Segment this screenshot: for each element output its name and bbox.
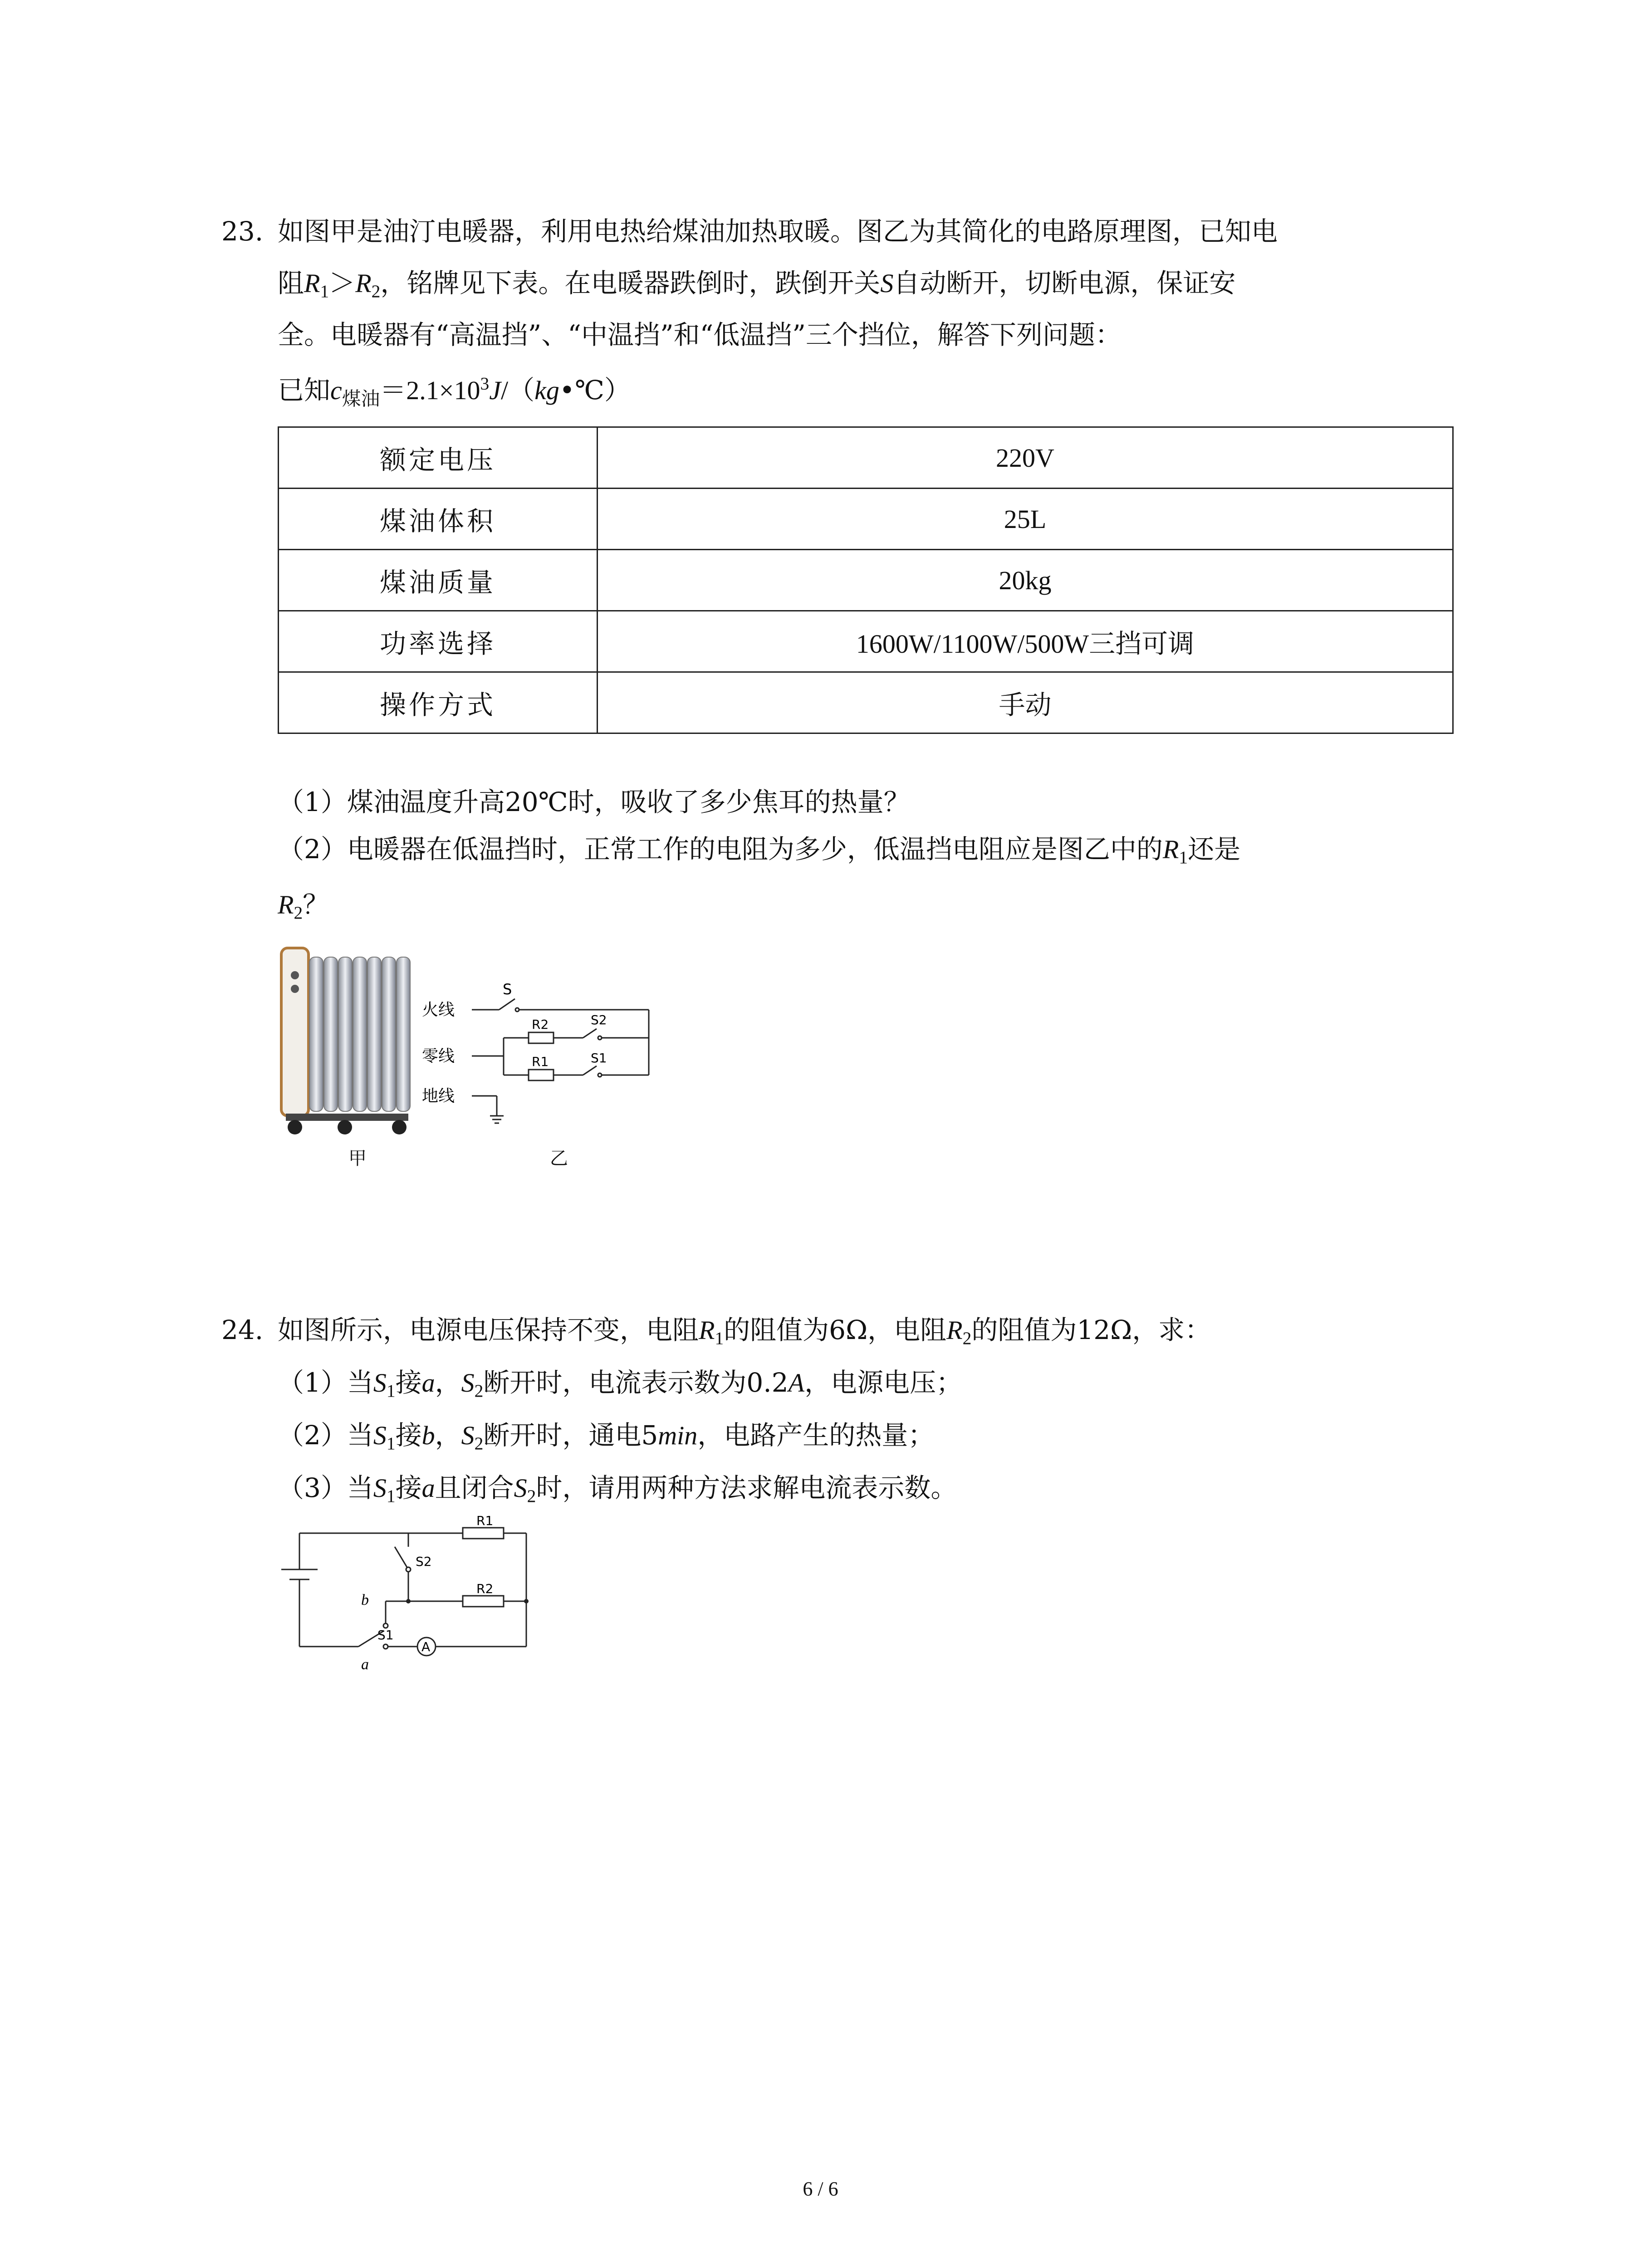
table-row (279, 427, 1453, 489)
q24-r1-label: R1 (476, 1513, 494, 1528)
q24-sub1: （1）当$S_1$接a，$S_2$断开时，电流表示数为0.2A，电源电压； (278, 1367, 963, 1401)
ground-wire-label: 地线 (422, 1087, 455, 1105)
q24-b-label: b (361, 1592, 369, 1608)
q24-circuit-diagram (272, 1513, 544, 1678)
q23-sub1: （1）煤油温度升高20℃时，吸收了多少焦耳的热量？ (278, 787, 910, 817)
page-number: 6 / 6 (803, 2178, 838, 2200)
table-value: 手动 (598, 672, 1453, 733)
r2-label: R2 (532, 1017, 549, 1032)
table-value: 220V (598, 427, 1453, 489)
q23-line1: 如图甲是油汀电暖器，利用电热给煤油加热取暖。图乙为其简化的电路原理图，已知电 (278, 216, 1278, 247)
q23-sub2-cont: $R_2$？ (278, 889, 329, 923)
table-value: 25L (598, 489, 1453, 550)
q24-s1-label: S1 (377, 1628, 394, 1642)
q23-line4: 已知$c_{煤油}=2.1\times 10^3J/(kg•℃)$ (278, 373, 631, 410)
q24-sub2: （2）当$S_1$接b，$S_2$断开时，通电5min，电路产生的热量； (278, 1420, 935, 1454)
table-key: 额定电压 (279, 427, 598, 489)
q23-line2: 阻$R_1>R_2$，铭牌见下表。在电暖器跌倒时，跌倒开关S自动断开，切断电源，保证安 (278, 268, 1236, 302)
spec-table (278, 426, 1454, 734)
q23-line3: 全。电暖器有“高温挡”、“中温挡”和“低温挡”三个挡位，解答下列问题： (278, 319, 1122, 350)
q24-a-label: a (361, 1656, 369, 1673)
s2-label: S2 (591, 1012, 607, 1027)
oil-heater-figure (277, 939, 413, 1139)
table-row (279, 611, 1453, 672)
q23-sub2: （2）电暖器在低温挡时，正常工作的电阻为多少，低温挡电阻应是图乙中的$R_1$还是 (278, 834, 1241, 868)
table-row (279, 672, 1453, 733)
live-wire-label: 火线 (422, 1001, 455, 1019)
table-key: 煤油质量 (279, 550, 598, 611)
table-key: 功率选择 (279, 611, 598, 672)
q24-line1: 如图所示，电源电压保持不变，电阻$R_1$的阻值为6Ω，电阻$R_2$的阻值为12Ω，求： (278, 1315, 1211, 1349)
table-row (279, 489, 1453, 550)
s1-label: S1 (591, 1051, 607, 1066)
ammeter-icon: A (421, 1639, 431, 1654)
table-key: 煤油体积 (279, 489, 598, 550)
r1-label: R1 (532, 1054, 549, 1069)
table-value: 1600W/1100W/500W三挡可调 (598, 611, 1453, 672)
table-row (279, 550, 1453, 611)
figure-yi-caption: 乙 (550, 1148, 568, 1169)
table-key: 操作方式 (279, 672, 598, 733)
neutral-wire-label: 零线 (422, 1047, 455, 1066)
table-value: 20kg (598, 550, 1453, 611)
heater-circuit-diagram (422, 966, 658, 1129)
switch-s-label: S (503, 981, 512, 998)
q23-number: 23. (221, 216, 264, 247)
q24-s2-label: S2 (416, 1554, 432, 1569)
figure-jia-caption: 甲 (348, 1148, 367, 1169)
q24-number: 24. (221, 1315, 264, 1345)
q24-r2-label: R2 (476, 1581, 494, 1596)
q24-sub3: （3）当$S_1$接a且闭合$S_2$时，请用两种方法求解电流表示数。 (278, 1472, 957, 1506)
